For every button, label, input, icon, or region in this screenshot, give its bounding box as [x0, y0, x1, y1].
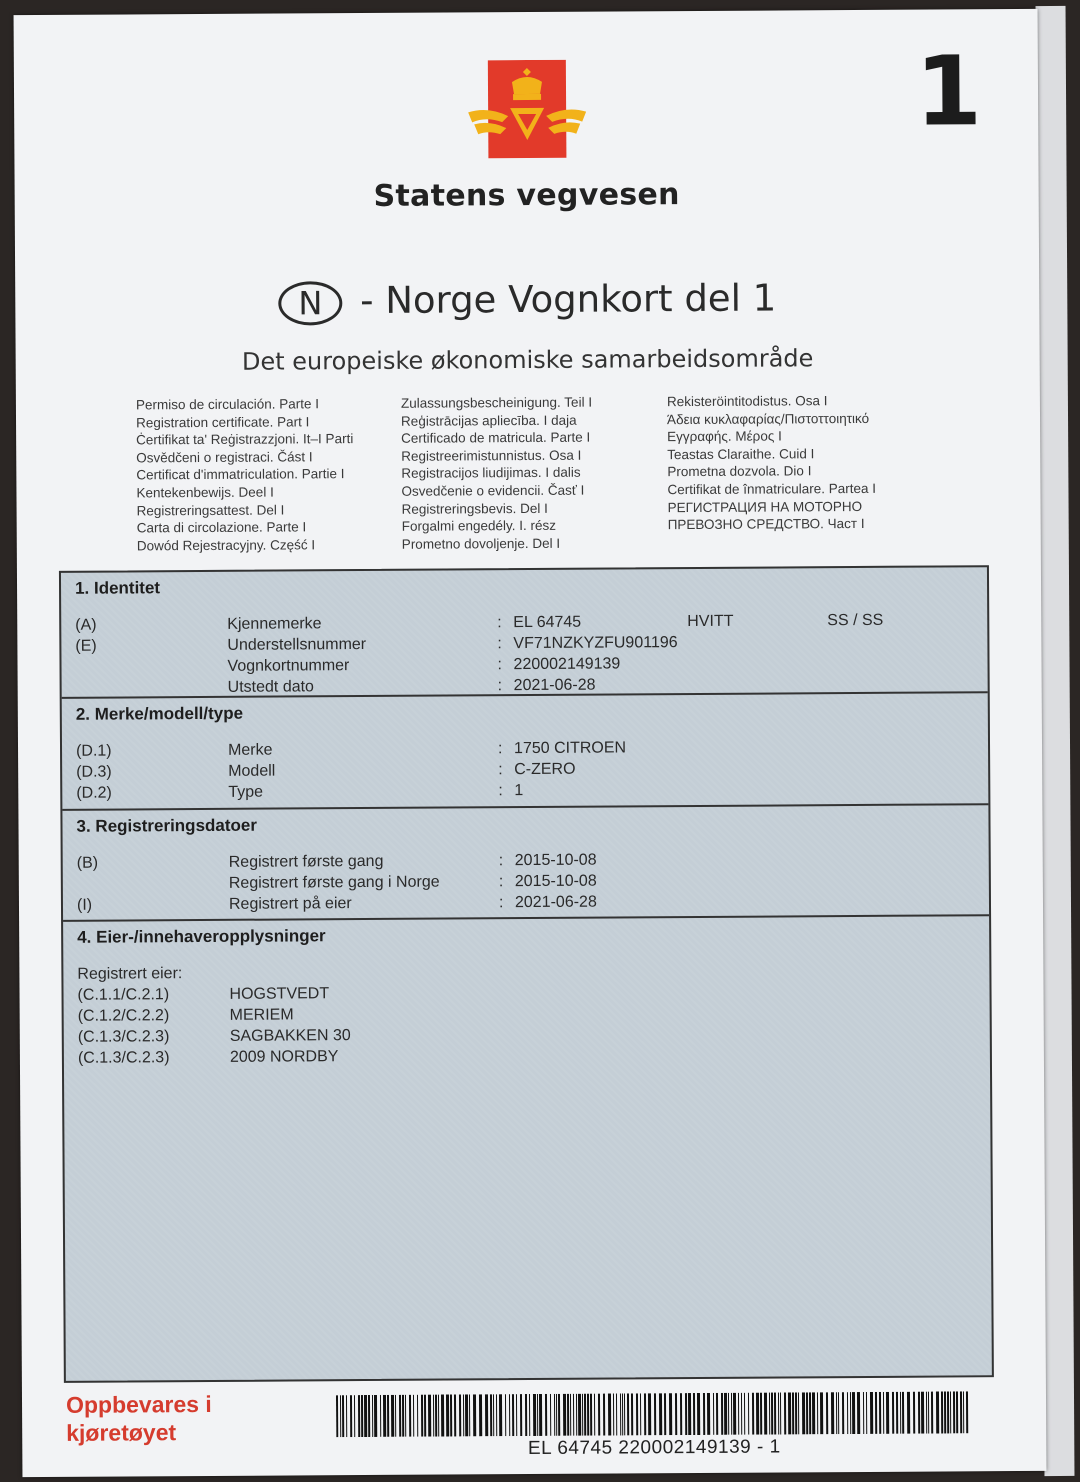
barcode-bar	[669, 1393, 672, 1435]
field-code: (C.1.2/C.2.2)	[77, 1007, 170, 1025]
barcode-bar	[826, 1392, 828, 1434]
barcode-bar	[913, 1392, 915, 1434]
barcode-bar	[340, 1395, 341, 1437]
field-value: 2015-10-08	[514, 872, 597, 891]
lang-line: Registracijos liudijimas. I dalis	[401, 465, 581, 482]
barcode-bar	[346, 1395, 347, 1437]
barcode-bar	[688, 1393, 691, 1435]
color-value: HVITT	[687, 612, 734, 631]
section-registreringsdatoer	[62, 805, 989, 922]
barcode-bar	[703, 1393, 705, 1435]
lang-line: РЕГИСТРАЦИЯ НА МОТОРНО	[667, 498, 863, 515]
barcode-bar	[820, 1392, 823, 1434]
barcode-bar	[769, 1393, 770, 1435]
barcode-bar	[838, 1392, 839, 1434]
barcode-bar	[570, 1394, 571, 1436]
country-code-oval: N	[278, 281, 342, 325]
barcode-bar	[900, 1392, 901, 1434]
barcode-bar	[556, 1394, 557, 1436]
barcode-bar	[573, 1394, 574, 1436]
barcode-bar	[496, 1394, 497, 1436]
barcode-bar	[944, 1391, 946, 1433]
colon: :	[497, 677, 503, 695]
barcode-bar	[847, 1392, 848, 1434]
field-row	[62, 779, 988, 806]
barcode-bar	[850, 1392, 851, 1434]
language-column-2	[401, 394, 593, 554]
barcode-bar	[812, 1392, 815, 1434]
barcode-bar	[368, 1395, 370, 1437]
barcode-bar	[624, 1393, 625, 1435]
barcode-bar	[459, 1394, 461, 1436]
lang-line: Dowód Rejestracyjny. Część I	[136, 537, 316, 554]
barcode-bar	[545, 1394, 547, 1436]
barcode-bar	[558, 1394, 560, 1436]
lang-line: ПРЕВОЗНО СРЕДСТВО. Част I	[667, 516, 865, 533]
lang-line: Reģistrācijas apliecība. I daja	[400, 412, 577, 429]
lang-line: Prometna dozvola. Dio I	[667, 463, 812, 480]
barcode-bar	[428, 1395, 431, 1437]
barcode-bar	[603, 1394, 605, 1436]
barcode-bar	[685, 1393, 687, 1435]
barcode-bar	[473, 1394, 476, 1436]
lang-line: Forgalmi engedély. I. rész	[401, 517, 557, 534]
barcode-bar	[616, 1393, 617, 1435]
barcode-bar	[863, 1392, 864, 1434]
barcode-bar	[493, 1394, 494, 1436]
barcode-bar	[738, 1393, 739, 1435]
barcode-bar	[886, 1392, 889, 1434]
barcode-bar	[798, 1392, 799, 1434]
barcode-bar	[857, 1392, 860, 1434]
barcode-bar	[926, 1392, 927, 1434]
barcode-bar	[760, 1393, 762, 1435]
colon: :	[497, 740, 503, 758]
barcode-bar	[716, 1393, 718, 1435]
field-code: (C.1.3/C.2.3)	[77, 1028, 170, 1046]
barcode-bar	[435, 1395, 437, 1437]
barcode-bar	[563, 1394, 566, 1436]
barcode-bar	[520, 1394, 522, 1436]
subtitle: Det europeiske økonomiske samarbeidsområde	[241, 344, 814, 376]
barcode-bar	[533, 1394, 536, 1436]
barcode-bar	[550, 1394, 551, 1436]
lang-line: Osvedčenie o evidencii. Časť I	[401, 482, 585, 499]
barcode-bar	[567, 1394, 569, 1436]
field-code: (D.2)	[76, 784, 112, 802]
barcode-bar	[584, 1394, 586, 1436]
lang-line: Certificado de matricula. Parte I	[401, 429, 591, 446]
barcode-bar	[391, 1395, 394, 1437]
barcode-bar	[441, 1395, 444, 1437]
barcode-bar	[648, 1393, 651, 1435]
barcode-bar	[361, 1395, 363, 1437]
barcode-bar	[921, 1392, 924, 1434]
lang-line: Εγγραφής. Μέρος I	[667, 428, 782, 445]
barcode-bar	[554, 1394, 555, 1436]
barcode-bar	[608, 1394, 611, 1436]
barcode-bar	[469, 1394, 470, 1436]
field-value: HOGSTVEDT	[229, 985, 330, 1003]
field-value: 1	[514, 782, 524, 800]
barcode-bar	[774, 1393, 776, 1435]
section-heading: 2. Merke/modell/type	[75, 703, 244, 724]
barcode-bar	[374, 1395, 377, 1437]
section-heading: 4. Eier-/innehaveropplysninger	[77, 926, 326, 947]
lang-line: Registreringsattest. Del I	[136, 502, 285, 518]
barcode-bar	[490, 1394, 492, 1436]
barcode-bar	[380, 1395, 381, 1437]
barcode-bar	[598, 1394, 600, 1436]
barcode-bar	[852, 1392, 855, 1434]
barcode-bar	[866, 1392, 867, 1434]
barcode-bar	[395, 1395, 396, 1437]
barcode-bar	[918, 1392, 920, 1434]
barcode-bar	[479, 1394, 482, 1436]
section-identitet	[61, 567, 988, 699]
barcode-bar	[806, 1392, 808, 1434]
barcode-bar	[421, 1395, 423, 1437]
barcode-bar	[576, 1394, 577, 1436]
barcode-bar	[842, 1392, 844, 1434]
barcode-bar	[752, 1393, 754, 1435]
barcode-bar	[433, 1395, 434, 1437]
barcode-bar	[907, 1392, 910, 1434]
barcode-bar	[795, 1392, 797, 1434]
barcode-bar	[438, 1395, 439, 1437]
field-label: Merke	[227, 741, 273, 759]
barcode-bar	[485, 1394, 488, 1436]
barcode-bar	[463, 1394, 464, 1436]
barcode-bar	[693, 1393, 695, 1435]
field-value: 2021-06-28	[513, 676, 596, 695]
barcode-text: EL 64745 220002149139 - 1	[527, 1436, 781, 1460]
barcode-bar	[399, 1395, 401, 1437]
field-code: (E)	[75, 637, 97, 655]
lang-line: Kentekenbewijs. Deel I	[136, 484, 274, 501]
barcode-bar	[784, 1392, 786, 1434]
registration-form	[59, 565, 994, 1383]
barcode-bar	[902, 1392, 904, 1434]
lang-line: Prometno dovoljenje. Del I	[401, 535, 561, 552]
barcode-bar	[413, 1395, 414, 1437]
field-label: Type	[228, 783, 264, 801]
barcode-bar	[387, 1395, 389, 1437]
barcode-bar	[836, 1392, 837, 1434]
barcode-bar	[771, 1393, 773, 1435]
section-heading: 3. Registreringsdatoer	[76, 815, 258, 836]
barcode-bar	[896, 1392, 898, 1434]
field-value: C-ZERO	[514, 760, 576, 779]
barcode-bar	[792, 1392, 794, 1434]
barcode-bar	[963, 1391, 964, 1433]
barcode-bar	[931, 1392, 933, 1434]
barcode-bar	[953, 1391, 955, 1433]
barcode-bar	[465, 1394, 468, 1436]
barcode-bar	[627, 1393, 629, 1435]
document-title	[15, 275, 1039, 327]
lang-line: Osvědčeni o registraci. Část I	[136, 449, 313, 466]
barcode-bar	[928, 1392, 929, 1434]
barcode-bar	[731, 1393, 732, 1435]
barcode-bar	[728, 1393, 729, 1435]
barcode-bar	[539, 1394, 542, 1436]
field-label: Kjennemerke	[227, 615, 322, 633]
barcode-bar	[525, 1394, 527, 1436]
barcode-bar	[764, 1393, 767, 1435]
lang-line: Άδεια κυκλαφαρίας/Πιστοττοιητικό	[666, 410, 870, 427]
barcode-bar	[936, 1392, 939, 1434]
field-value: MERIEM	[229, 1006, 294, 1024]
barcode-bar	[741, 1393, 742, 1435]
barcode-bar	[697, 1393, 700, 1435]
lang-line: Rekisteröintitodistus. Osa I	[666, 393, 828, 410]
barcode-bar	[446, 1395, 449, 1437]
keep-in-vehicle-note	[66, 1390, 212, 1447]
field-value: VF71NZKYZFU901196	[513, 634, 678, 653]
title-text: - Norge Vognkort del 1	[360, 276, 777, 323]
field-value: 1750 CITROEN	[513, 739, 627, 758]
section-merke	[62, 693, 989, 811]
barcode-bar	[402, 1395, 404, 1437]
barcode-bar	[654, 1393, 656, 1435]
lang-line: Certifikat de înmatriculare. Partea I	[667, 480, 877, 498]
colon: :	[497, 614, 502, 632]
barcode-bar	[892, 1392, 894, 1434]
field-value: 2009 NORDBY	[229, 1048, 339, 1066]
lang-line: Registreringsbevis. Del I	[401, 500, 548, 517]
field-label: Utstedt dato	[227, 678, 314, 696]
lang-line: Registreerimistunnistus. Osa I	[401, 447, 582, 464]
field-code: (D.3)	[76, 763, 112, 781]
barcode-bar	[594, 1394, 595, 1436]
field-label: Registrert første gang i Norge	[228, 873, 440, 892]
barcode-bar	[879, 1392, 881, 1434]
field-label: Vognkortnummer	[227, 657, 350, 675]
barcode-bar	[724, 1393, 727, 1435]
barcode-bar	[960, 1391, 962, 1433]
lang-line: Carta di circolazione. Parte I	[136, 519, 307, 536]
section-heading: 1. Identitet	[74, 578, 161, 598]
barcode-bar	[780, 1392, 781, 1434]
barcode-bar	[512, 1394, 514, 1436]
barcode-bar	[613, 1393, 614, 1435]
colon: :	[497, 635, 502, 653]
barcode-bar	[620, 1393, 621, 1435]
barcode-bar	[659, 1393, 662, 1435]
barcode-bar	[354, 1395, 355, 1437]
vehicle-registration-document	[14, 9, 1047, 1477]
barcode-bar	[383, 1395, 386, 1437]
agency-name: Statens vegvesen	[373, 177, 680, 214]
barcode-bar	[733, 1393, 736, 1435]
barcode-bar	[350, 1395, 352, 1437]
owner-row	[64, 1044, 990, 1071]
field-label: Registrert på eier	[228, 895, 352, 913]
note-line: kjøretøyet	[66, 1419, 177, 1446]
barcode-bar	[450, 1394, 452, 1436]
barcode-bar	[336, 1395, 338, 1437]
colon: :	[498, 894, 504, 912]
field-value: 2021-06-28	[514, 893, 597, 912]
colon: :	[498, 782, 503, 800]
barcode-bar	[587, 1394, 589, 1436]
barcode	[336, 1391, 972, 1437]
barcode-bar	[748, 1393, 749, 1435]
lang-line: Permiso de circulación. Parte I	[135, 396, 320, 413]
field-code: (B)	[76, 854, 99, 872]
barcode-bar	[509, 1394, 510, 1436]
colon: :	[497, 656, 503, 674]
field-code: (C.1.3/C.2.3)	[77, 1049, 170, 1067]
barcode-bar	[756, 1393, 759, 1435]
barcode-bar	[817, 1392, 818, 1434]
colon: :	[498, 873, 504, 891]
barcode-bar	[582, 1394, 583, 1436]
barcode-bar	[644, 1393, 646, 1435]
lang-line: Teastas Claraithe. Cuid I	[667, 446, 815, 462]
barcode-bar	[778, 1392, 779, 1434]
field-value: 2015-10-08	[514, 851, 597, 870]
field-code: (I)	[76, 896, 93, 914]
colon: :	[498, 761, 503, 779]
barcode-bar	[631, 1393, 633, 1435]
statens-vegvesen-logo	[468, 60, 587, 161]
barcode-bar	[966, 1391, 968, 1433]
colon: :	[498, 852, 504, 870]
barcode-bar	[788, 1392, 791, 1434]
barcode-bar	[529, 1394, 530, 1436]
barcode-bar	[664, 1393, 666, 1435]
barcode-bar	[499, 1394, 502, 1436]
field-value: 220002149139	[513, 655, 621, 674]
field-label: Understellsnummer	[227, 635, 367, 654]
barcode-bar	[640, 1393, 641, 1435]
barcode-bar	[870, 1392, 873, 1434]
barcode-bar	[721, 1393, 723, 1435]
barcode-bar	[364, 1395, 367, 1437]
barcode-bar	[956, 1391, 958, 1433]
barcode-bar	[636, 1393, 638, 1435]
barcode-bar	[537, 1394, 538, 1436]
barcode-bar	[372, 1395, 373, 1437]
barcode-bar	[516, 1394, 517, 1436]
barcode-bar	[675, 1393, 677, 1435]
barcode-bar	[707, 1393, 710, 1435]
barcode-bar	[713, 1393, 714, 1435]
lang-line: Registration certificate. Part I	[135, 413, 310, 430]
barcode-bar	[424, 1395, 426, 1437]
field-code: (A)	[75, 616, 97, 634]
barcode-bar	[622, 1393, 623, 1435]
field-code: (C.1.1/C.2.1)	[77, 986, 170, 1004]
field-value: EL 64745	[513, 613, 582, 632]
barcode-bar	[941, 1391, 943, 1433]
barcode-bar	[454, 1394, 456, 1436]
barcode-bar	[744, 1393, 745, 1435]
barcode-bar	[809, 1392, 811, 1434]
barcode-bar	[342, 1395, 344, 1437]
barcode-bar	[405, 1395, 406, 1437]
note-line: Oppbevares i	[65, 1390, 212, 1418]
barcode-bar	[409, 1395, 411, 1437]
field-code: (D.1)	[75, 742, 112, 760]
field-label: Modell	[228, 762, 276, 780]
barcode-bar	[417, 1395, 418, 1437]
language-column-3	[667, 392, 876, 534]
barcode-bar	[947, 1391, 949, 1433]
barcode-bar	[590, 1394, 592, 1436]
part-number: 1	[914, 35, 983, 148]
barcode-bar	[802, 1392, 805, 1434]
owner-label: Registrert eier:	[77, 965, 183, 983]
barcode-bar	[875, 1392, 877, 1434]
field-row	[63, 891, 989, 918]
language-column-1	[136, 395, 354, 555]
barcode-bar	[578, 1394, 581, 1436]
field-value: SAGBAKKEN 30	[229, 1027, 351, 1045]
lang-line: Ċertifikat ta' Reġistrazzjoni. It–I Parti	[136, 431, 354, 448]
barcode-bar	[680, 1393, 682, 1435]
field-label: Registrert første gang	[228, 852, 384, 871]
barcode-bar	[950, 1391, 951, 1433]
lang-line: Certificat d'immatriculation. Partie I	[136, 466, 345, 483]
barcode-bar	[831, 1392, 834, 1434]
section-eier	[63, 916, 992, 1375]
lang-line: Zulassungsbescheinigung. Teil I	[400, 394, 593, 411]
barcode-bar	[358, 1395, 360, 1437]
class-value: SS / SS	[827, 611, 884, 630]
barcode-bar	[505, 1394, 506, 1436]
barcode-bar	[883, 1392, 884, 1434]
